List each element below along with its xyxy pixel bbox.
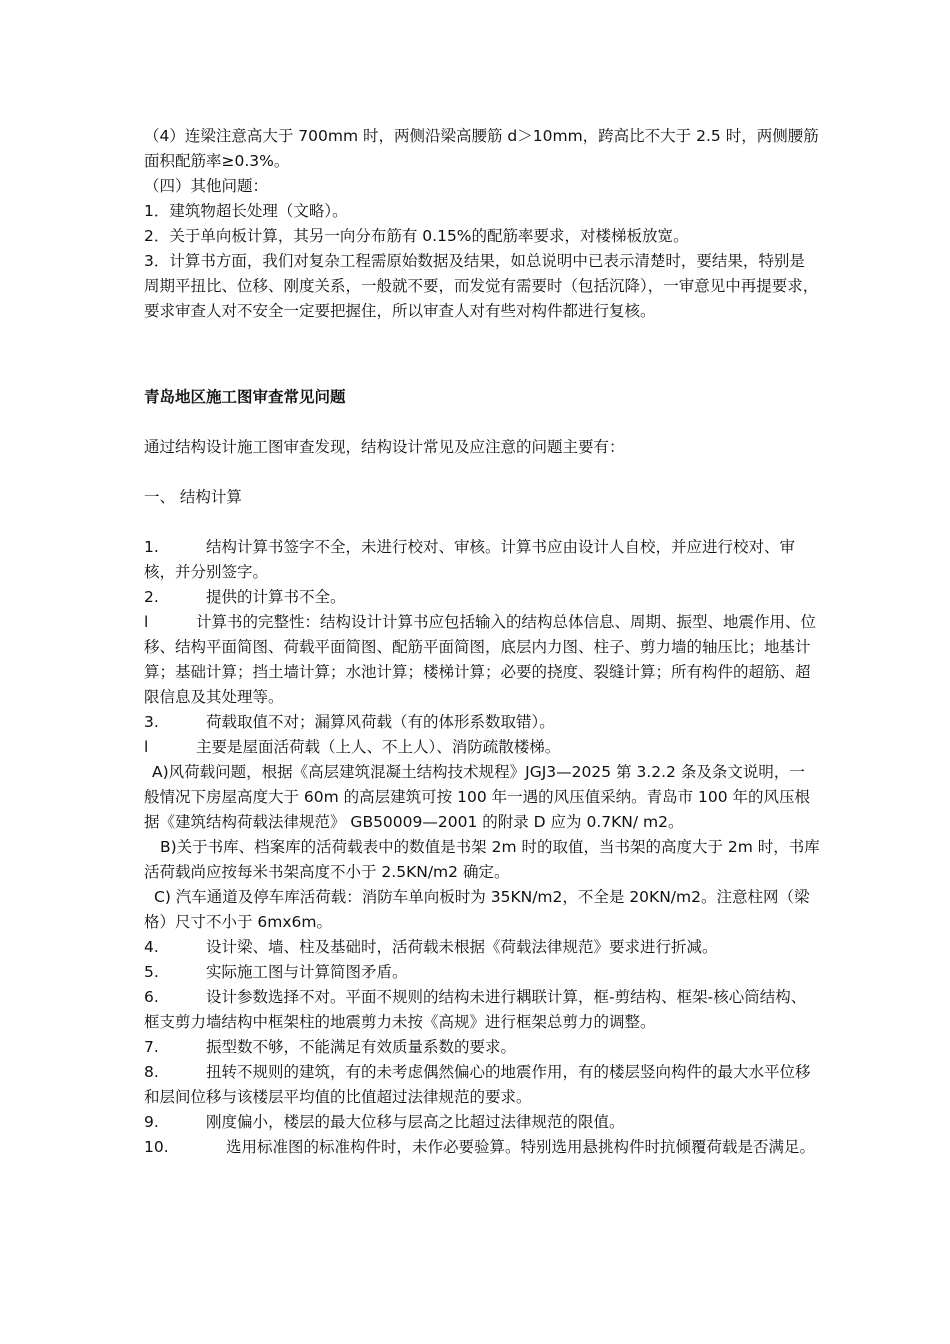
bullet-item (144, 610, 820, 710)
list-item (144, 1110, 820, 1135)
list-item (144, 935, 820, 960)
paragraph-item-1: 1．建筑物超长处理（文略）。 (144, 202, 348, 220)
paragraph-coupling-beam: （4）连梁注意高大于 700mm 时，两侧沿梁高腰筋 d＞10mm，跨高比不大于 2.5 时，两侧腰筋面积配筋率≥0.3%。 (144, 127, 819, 170)
bullet-item (144, 735, 820, 760)
spacer (144, 510, 820, 535)
item-text: 提供的计算书不全。 (206, 588, 346, 606)
list-item (144, 1135, 820, 1160)
item-text: 实际施工图与计算简图矛盾。 (206, 963, 408, 981)
item-text: 选用标准图的标准构件时，未作必要验算。特别选用悬挑构件时抗倾覆荷载是否满足。 (226, 1138, 816, 1156)
paragraph-item-2: 2．关于单向板计算，其另一向分布筋有 0.15%的配筋率要求，对楼梯板放宽。 (144, 227, 689, 245)
item-number: 6. (144, 988, 159, 1006)
bullet-marker: l (144, 738, 149, 756)
spacer (144, 460, 820, 485)
item-text: 设计参数选择不对。平面不规则的结构未进行耦联计算，框-剪结构、框架-核心筒结构、框支剪力墙结构中框架柱的地震剪力未按《高规》进行框架总剪力的调整。 (144, 988, 807, 1031)
sub-item-a: A)风荷载问题，根据《高层建筑混凝土结构技术规程》JGJ3—2025 第 3.2.2 条及条文说明，一般情况下房屋高度大于 60m 的高层建筑可按 100 年一遇的风压值采纳。青岛市 100 年的风压根据《建筑结构荷载法律规范》 GB50009—2001 的附录 D 应为 0.7KN/ m2。 (144, 763, 811, 831)
spacer (144, 324, 820, 349)
list-item (144, 585, 820, 610)
item-number: 3. (144, 713, 159, 731)
bullet-marker: l (144, 613, 149, 631)
section-title: 青岛地区施工图审查常见问题 (144, 388, 346, 406)
part-heading: 一、 结构计算 (144, 488, 242, 506)
spacer (144, 349, 820, 385)
item-text: 结构计算书签字不全，未进行校对、审核。计算书应由设计人自校，并应进行校对、审核，并分别签字。 (144, 538, 796, 581)
sub-item-b: B)关于书库、档案库的活荷载表中的数值是书架 2m 时的取值，当书架的高度大于 2m 时，书库活荷载尚应按每米书架高度不小于 2.5KN/m2 确定。 (144, 838, 820, 881)
item-text: 计算书的完整性：结构设计计算书应包括输入的结构总体信息、周期、振型、地震作用、位移、结构平面简图、荷载平面简图、配筋平面简图，底层内力图、柱子、剪力墙的轴压比；地基计算；基础计算；挡土墙计算；水池计算；楼梯计算；必要的挠度、裂缝计算；所有构件的超筋、超限信息及其处理等。 (144, 613, 817, 706)
item-number: 9. (144, 1113, 159, 1131)
paragraph-item-3: 3．计算书方面，我们对复杂工程需原始数据及结果，如总说明中已表示清楚时，要结果，特别是周期平扭比、位移、刚度关系，一般就不要，而发觉有需要时（包括沉降），一审意见中再提要求，要求审查人对不安全一定要把握住，所以审查人对有些对构件都进行复核。 (144, 252, 819, 320)
paragraph-other-issues-heading: （四）其他问题： (144, 177, 269, 195)
item-text: 振型数不够，不能满足有效质量系数的要求。 (206, 1038, 517, 1056)
list-item (144, 960, 820, 985)
item-number: 7. (144, 1038, 159, 1056)
item-text: 主要是屋面活荷载（上人、不上人）、消防疏散楼梯。 (196, 738, 561, 756)
item-text: 设计梁、墙、柱及基础时，活荷载未根据《荷载法律规范》要求进行折减。 (206, 938, 718, 956)
list-item (144, 985, 820, 1035)
list-item (144, 535, 820, 585)
item-number: 5. (144, 963, 159, 981)
list-item (144, 1060, 820, 1110)
item-number: 4. (144, 938, 159, 956)
item-number: 1. (144, 538, 159, 556)
item-text: 刚度偏小，楼层的最大位移与层高之比超过法律规范的限值。 (206, 1113, 625, 1131)
item-number: 10. (144, 1138, 169, 1156)
document-body (144, 124, 820, 1160)
item-text: 荷载取值不对；漏算风荷载（有的体形系数取错）。 (206, 713, 555, 731)
list-item (144, 1035, 820, 1060)
item-number: 2. (144, 588, 159, 606)
section-intro: 通过结构设计施工图审查发现，结构设计常见及应注意的问题主要有： (144, 438, 625, 456)
item-number: 8. (144, 1063, 159, 1081)
sub-item-c: C) 汽车通道及停车库活荷载：消防车单向板时为 35KN/m2，不全是 20KN/m2。注意柱网（梁格）尺寸不小于 6mx6m。 (144, 888, 810, 931)
list-item (144, 710, 820, 735)
spacer (144, 410, 820, 435)
item-text: 扭转不规则的建筑，有的未考虑偶然偏心的地震作用，有的楼层竖向构件的最大水平位移和层间位移与该楼层平均值的比值超过法律规范的要求。 (144, 1063, 811, 1106)
